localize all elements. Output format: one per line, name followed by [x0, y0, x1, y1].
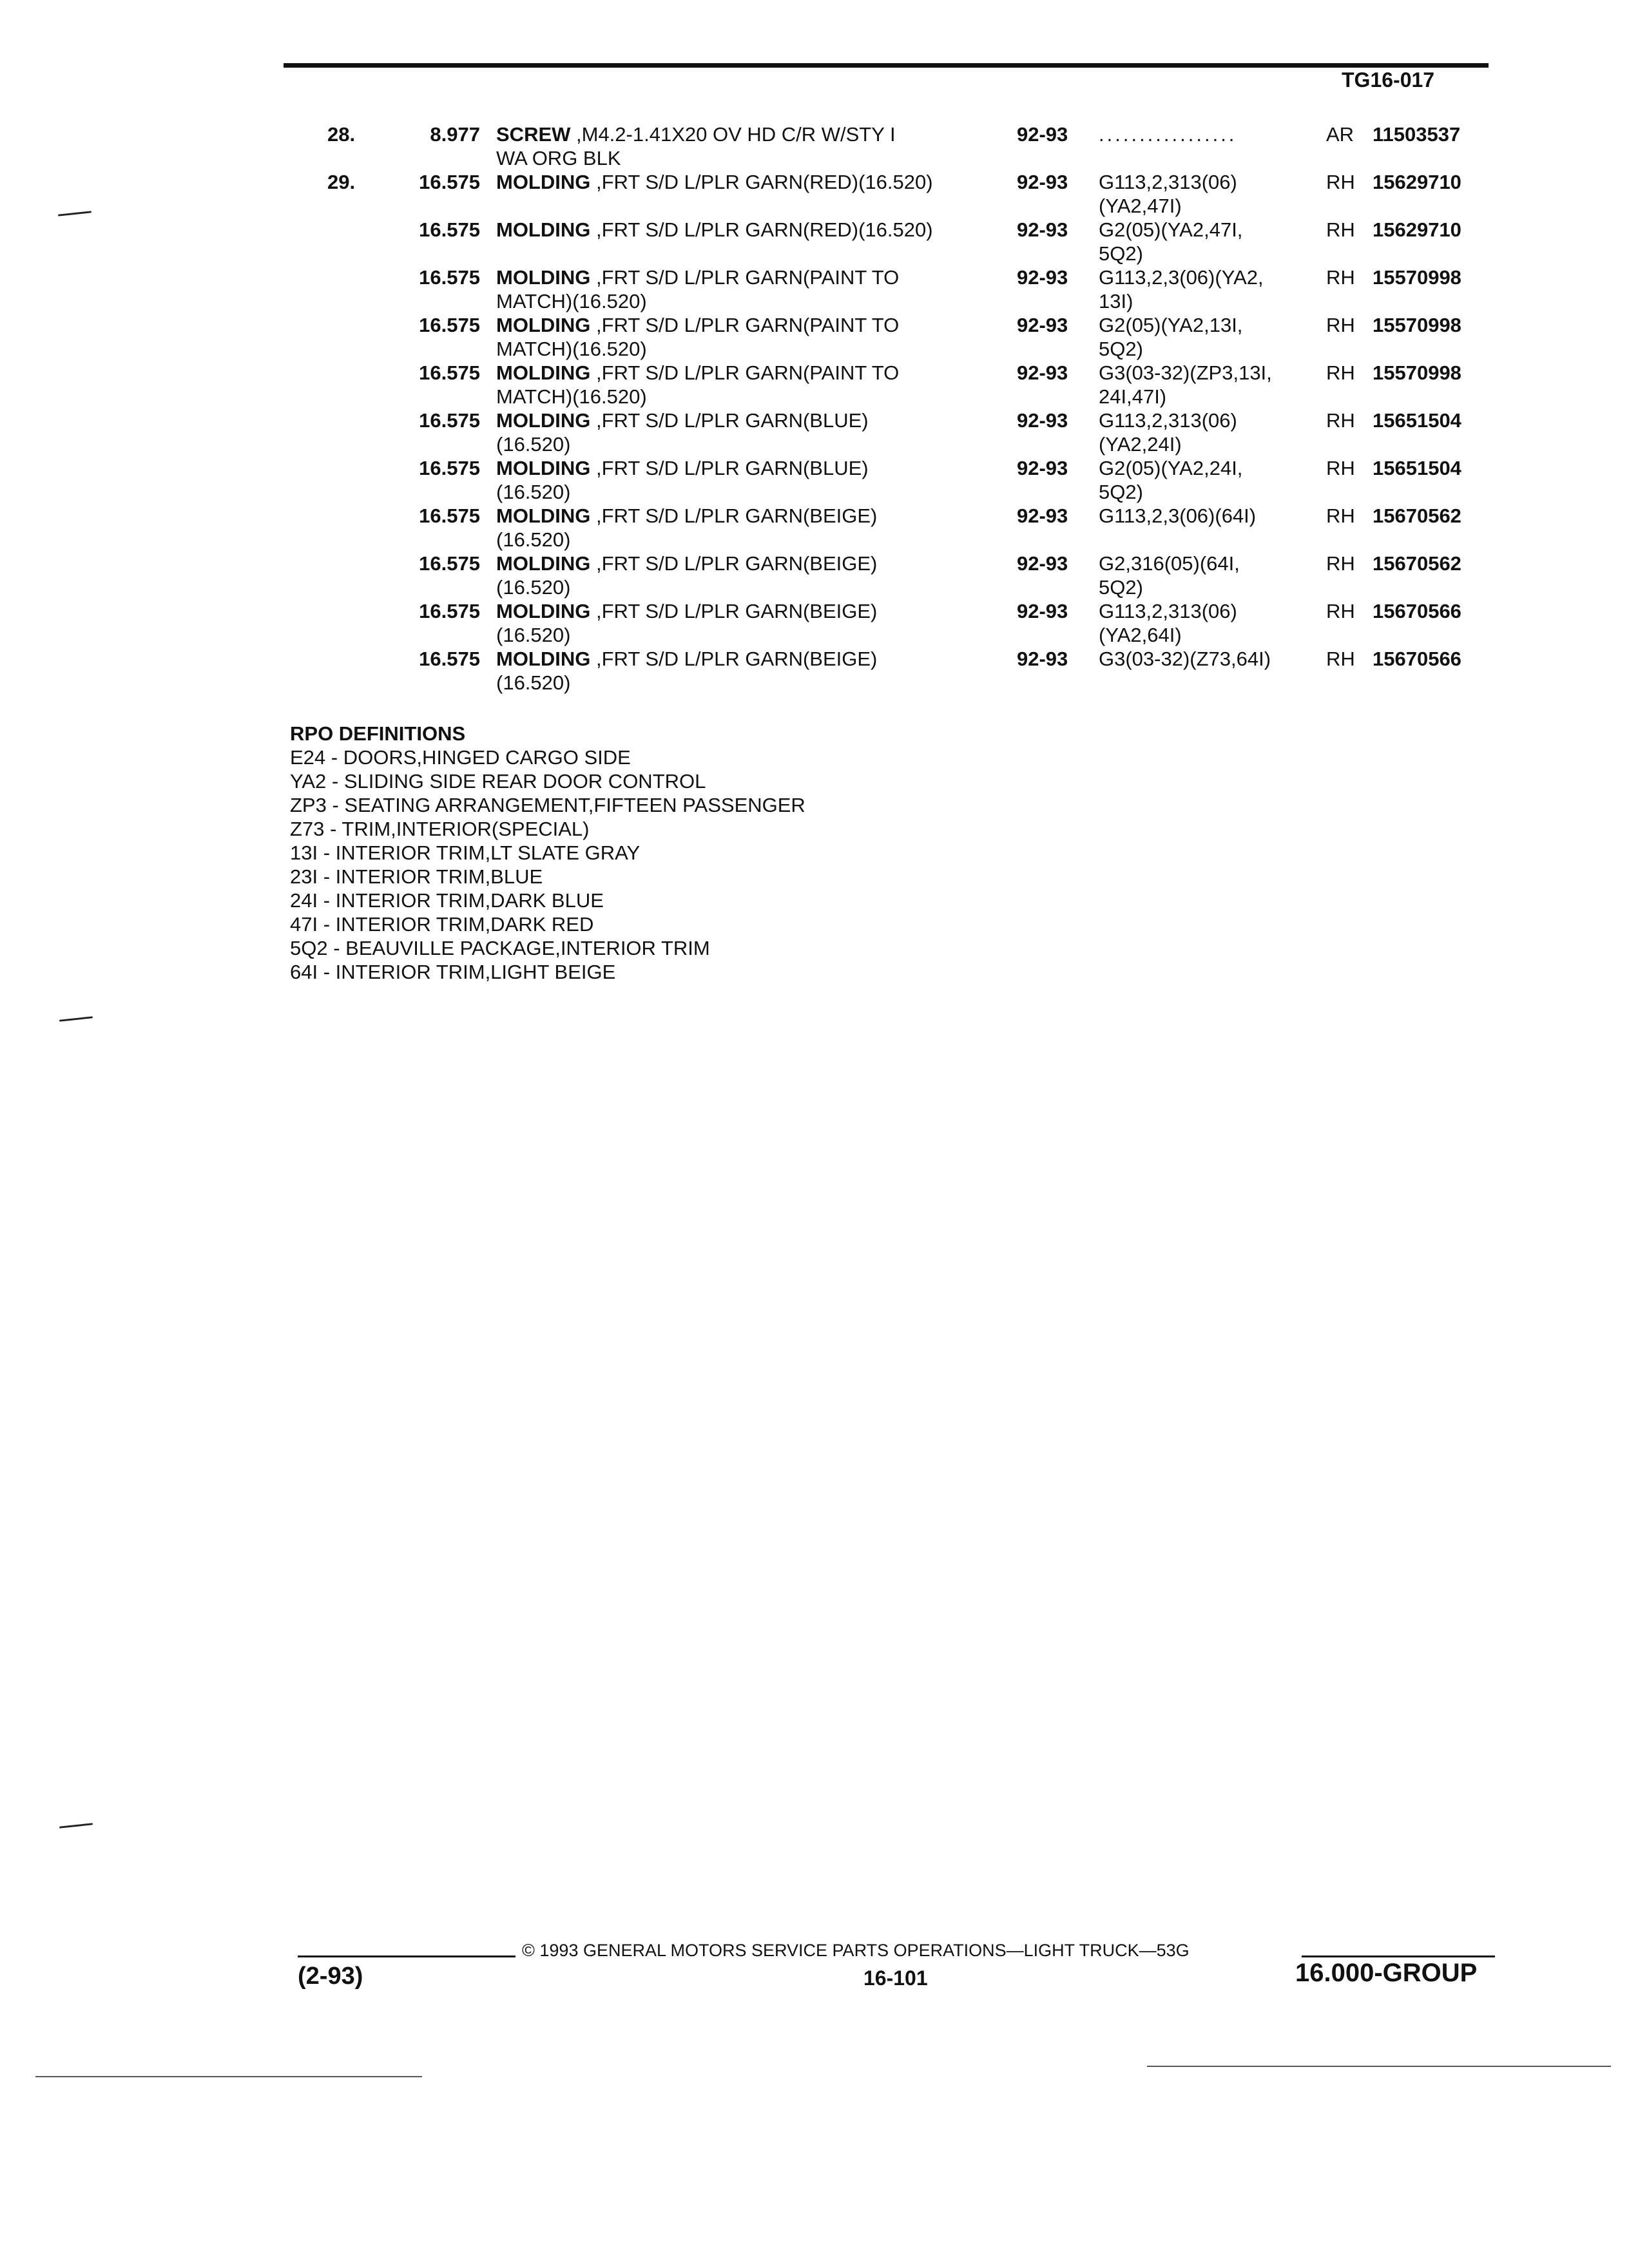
- footer-page-number: 16-101: [863, 1966, 928, 1990]
- group-number: 16.575: [419, 409, 480, 432]
- part-name: MOLDING: [496, 409, 591, 432]
- model-years: 92-93: [1017, 361, 1068, 384]
- usage-line-2: (YA2,64I): [1099, 624, 1182, 646]
- punch-mark-3: [59, 1823, 93, 1828]
- part-number: 15651504: [1373, 409, 1461, 432]
- footer-rule-right: [1302, 1956, 1495, 1957]
- part-name: SCREW: [496, 123, 571, 146]
- part-row: [0, 552, 1629, 599]
- usage-line-2: 5Q2): [1099, 576, 1143, 599]
- part-row: [0, 456, 1629, 504]
- part-name: MOLDING: [496, 218, 591, 241]
- model-years: 92-93: [1017, 314, 1068, 336]
- model-years: 92-93: [1017, 409, 1068, 432]
- group-number: 16.575: [419, 600, 480, 622]
- part-description: [496, 504, 1005, 552]
- part-description: [496, 408, 1005, 456]
- footer-group: 16.000-GROUP: [1295, 1959, 1478, 1987]
- part-detail: ,FRT S/D L/PLR GARN(BEIGE): [590, 648, 878, 670]
- model-years: 92-93: [1017, 171, 1068, 193]
- part-detail: ,FRT S/D L/PLR GARN(RED)(16.520): [590, 218, 933, 241]
- part-detail: ,FRT S/D L/PLR GARN(PAINT TO: [590, 266, 900, 289]
- usage-line-1: G113,2,313(06): [1099, 600, 1237, 622]
- part-name: MOLDING: [496, 171, 591, 193]
- usage-codes: [1099, 599, 1311, 647]
- part-row: [0, 122, 1629, 170]
- doc-code: TG16-017: [1342, 68, 1435, 91]
- side-code: RH: [1326, 409, 1355, 432]
- part-number: 15570998: [1373, 266, 1461, 289]
- usage-line-1: G2(05)(YA2,24I,: [1099, 457, 1243, 479]
- rpo-definitions: [290, 722, 805, 984]
- rpo-item: Z73 - TRIM,INTERIOR(SPECIAL): [290, 818, 590, 840]
- part-detail-cont: WA ORG BLK: [496, 147, 621, 169]
- group-number: 8.977: [430, 123, 480, 146]
- model-years: 92-93: [1017, 266, 1068, 289]
- part-detail-cont: (16.520): [496, 576, 571, 599]
- scan-line-left: [35, 2076, 422, 2077]
- group-number: 16.575: [419, 218, 480, 241]
- part-row: [0, 313, 1629, 361]
- footer-date: (2-93): [298, 1963, 363, 1990]
- rpo-item: 13I - INTERIOR TRIM,LT SLATE GRAY: [290, 841, 641, 864]
- usage-codes: [1099, 265, 1311, 313]
- side-code: RH: [1326, 171, 1355, 193]
- rpo-list: [290, 745, 805, 984]
- part-description: [496, 218, 1005, 242]
- part-name: MOLDING: [496, 552, 591, 575]
- rpo-item: 47I - INTERIOR TRIM,DARK RED: [290, 913, 594, 936]
- side-code: RH: [1326, 600, 1355, 622]
- usage-line-2: 24I,47I): [1099, 385, 1167, 408]
- group-number: 16.575: [419, 457, 480, 479]
- rpo-item: 24I - INTERIOR TRIM,DARK BLUE: [290, 889, 604, 912]
- part-detail: ,FRT S/D L/PLR GARN(BEIGE): [590, 552, 878, 575]
- usage-line-2: 13I): [1099, 290, 1133, 312]
- part-description: [496, 599, 1005, 647]
- usage-line-1: G2,316(05)(64I,: [1099, 552, 1240, 575]
- rpo-item: 5Q2 - BEAUVILLE PACKAGE,INTERIOR TRIM: [290, 937, 710, 959]
- part-detail-cont: (16.520): [496, 528, 571, 551]
- usage-line-1: G3(03-32)(Z73,64I): [1099, 648, 1271, 670]
- part-description: [496, 170, 1005, 194]
- scan-line-right: [1147, 2066, 1611, 2067]
- usage-codes: [1099, 552, 1311, 599]
- part-name: MOLDING: [496, 648, 591, 670]
- side-code: RH: [1326, 266, 1355, 289]
- rpo-item: E24 - DOORS,HINGED CARGO SIDE: [290, 746, 631, 769]
- part-number: 15670566: [1373, 600, 1461, 622]
- part-number: 15670566: [1373, 648, 1461, 670]
- usage-codes: [1099, 647, 1311, 671]
- usage-codes: [1099, 170, 1311, 218]
- part-detail-cont: MATCH)(16.520): [496, 290, 647, 312]
- side-code: RH: [1326, 314, 1355, 336]
- part-name: MOLDING: [496, 266, 591, 289]
- usage-line-1: G3(03-32)(ZP3,13I,: [1099, 361, 1272, 384]
- part-number: 15570998: [1373, 314, 1461, 336]
- group-number: 16.575: [419, 266, 480, 289]
- rpo-item: 23I - INTERIOR TRIM,BLUE: [290, 865, 543, 888]
- side-code: RH: [1326, 457, 1355, 479]
- part-number: 15629710: [1373, 218, 1461, 241]
- part-number: 11503537: [1373, 123, 1461, 146]
- usage-line-1: G2(05)(YA2,47I,: [1099, 218, 1243, 241]
- punch-mark-2: [59, 1016, 93, 1021]
- model-years: 92-93: [1017, 552, 1068, 575]
- usage-line-2: 5Q2): [1099, 481, 1143, 503]
- part-detail-cont: (16.520): [496, 671, 571, 694]
- side-code: RH: [1326, 218, 1355, 241]
- usage-line-2: (YA2,47I): [1099, 195, 1182, 217]
- part-detail-cont: MATCH)(16.520): [496, 338, 647, 360]
- part-row: [0, 599, 1629, 647]
- part-row: [0, 265, 1629, 313]
- model-years: 92-93: [1017, 123, 1068, 146]
- usage-codes: [1099, 504, 1311, 528]
- part-detail-cont: (16.520): [496, 481, 571, 503]
- part-detail-cont: (16.520): [496, 624, 571, 646]
- part-name: MOLDING: [496, 314, 591, 336]
- part-detail: ,FRT S/D L/PLR GARN(RED)(16.520): [590, 171, 933, 193]
- part-detail: ,FRT S/D L/PLR GARN(BLUE): [590, 409, 869, 432]
- part-name: MOLDING: [496, 505, 591, 527]
- part-number: 15629710: [1373, 171, 1461, 193]
- group-number: 16.575: [419, 361, 480, 384]
- part-detail: ,FRT S/D L/PLR GARN(PAINT TO: [590, 314, 900, 336]
- group-number: 16.575: [419, 314, 480, 336]
- usage-line-1: G2(05)(YA2,13I,: [1099, 314, 1243, 336]
- part-number: 15570998: [1373, 361, 1461, 384]
- side-code: RH: [1326, 361, 1355, 384]
- usage-line-2: 5Q2): [1099, 242, 1143, 265]
- part-row: [0, 504, 1629, 552]
- part-description: [496, 265, 1005, 313]
- usage-line-1: G113,2,313(06): [1099, 409, 1237, 432]
- group-number: 16.575: [419, 505, 480, 527]
- usage-codes: [1099, 218, 1311, 265]
- part-detail: ,M4.2-1.41X20 OV HD C/R W/STY I: [570, 123, 896, 146]
- part-detail-cont: MATCH)(16.520): [496, 385, 647, 408]
- part-description: [496, 361, 1005, 408]
- part-detail: ,FRT S/D L/PLR GARN(PAINT TO: [590, 361, 900, 384]
- usage-line-2: (YA2,24I): [1099, 433, 1182, 456]
- part-name: MOLDING: [496, 600, 591, 622]
- part-detail-cont: (16.520): [496, 433, 571, 456]
- side-code: RH: [1326, 505, 1355, 527]
- part-number: 15670562: [1373, 505, 1461, 527]
- part-row: [0, 361, 1629, 408]
- part-name: MOLDING: [496, 457, 591, 479]
- part-number: 15651504: [1373, 457, 1461, 479]
- part-row: [0, 647, 1629, 695]
- model-years: 92-93: [1017, 648, 1068, 670]
- model-years: 92-93: [1017, 505, 1068, 527]
- part-name: MOLDING: [496, 361, 591, 384]
- group-number: 16.575: [419, 648, 480, 670]
- usage-line-1: G113,2,3(06)(YA2,: [1099, 266, 1264, 289]
- header-rule: [284, 63, 1489, 68]
- part-description: [496, 122, 1005, 170]
- part-description: [496, 552, 1005, 599]
- usage-codes: [1099, 456, 1311, 504]
- usage-codes: [1099, 313, 1311, 361]
- usage-codes: [1099, 122, 1311, 146]
- side-code: AR: [1326, 123, 1354, 146]
- side-code: RH: [1326, 648, 1355, 670]
- usage-codes: [1099, 361, 1311, 408]
- item-number: 28.: [327, 123, 356, 146]
- group-number: 16.575: [419, 171, 480, 193]
- usage-line-1: G113,2,313(06): [1099, 171, 1237, 193]
- model-years: 92-93: [1017, 218, 1068, 241]
- rpo-item: 64I - INTERIOR TRIM,LIGHT BEIGE: [290, 961, 616, 983]
- usage-codes: [1099, 408, 1311, 456]
- part-row: [0, 408, 1629, 456]
- side-code: RH: [1326, 552, 1355, 575]
- footer-rule-left: [298, 1956, 516, 1957]
- footer-copyright: © 1993 GENERAL MOTORS SERVICE PARTS OPERATIONS—LIGHT TRUCK—53G: [522, 1941, 1190, 1960]
- part-detail: ,FRT S/D L/PLR GARN(BEIGE): [590, 600, 878, 622]
- part-number: 15670562: [1373, 552, 1461, 575]
- usage-line-1: G113,2,3(06)(64I): [1099, 505, 1257, 527]
- model-years: 92-93: [1017, 600, 1068, 622]
- part-description: [496, 313, 1005, 361]
- rpo-title: RPO DEFINITIONS: [290, 722, 466, 745]
- rpo-item: YA2 - SLIDING SIDE REAR DOOR CONTROL: [290, 770, 706, 793]
- usage-dots: .................: [1099, 123, 1237, 146]
- part-detail: ,FRT S/D L/PLR GARN(BEIGE): [590, 505, 878, 527]
- item-number: 29.: [327, 171, 356, 193]
- usage-line-2: 5Q2): [1099, 338, 1143, 360]
- part-description: [496, 456, 1005, 504]
- part-row: [0, 218, 1629, 265]
- rpo-item: ZP3 - SEATING ARRANGEMENT,FIFTEEN PASSENGER: [290, 794, 805, 816]
- part-description: [496, 647, 1005, 695]
- part-row: [0, 170, 1629, 218]
- model-years: 92-93: [1017, 457, 1068, 479]
- part-detail: ,FRT S/D L/PLR GARN(BLUE): [590, 457, 869, 479]
- group-number: 16.575: [419, 552, 480, 575]
